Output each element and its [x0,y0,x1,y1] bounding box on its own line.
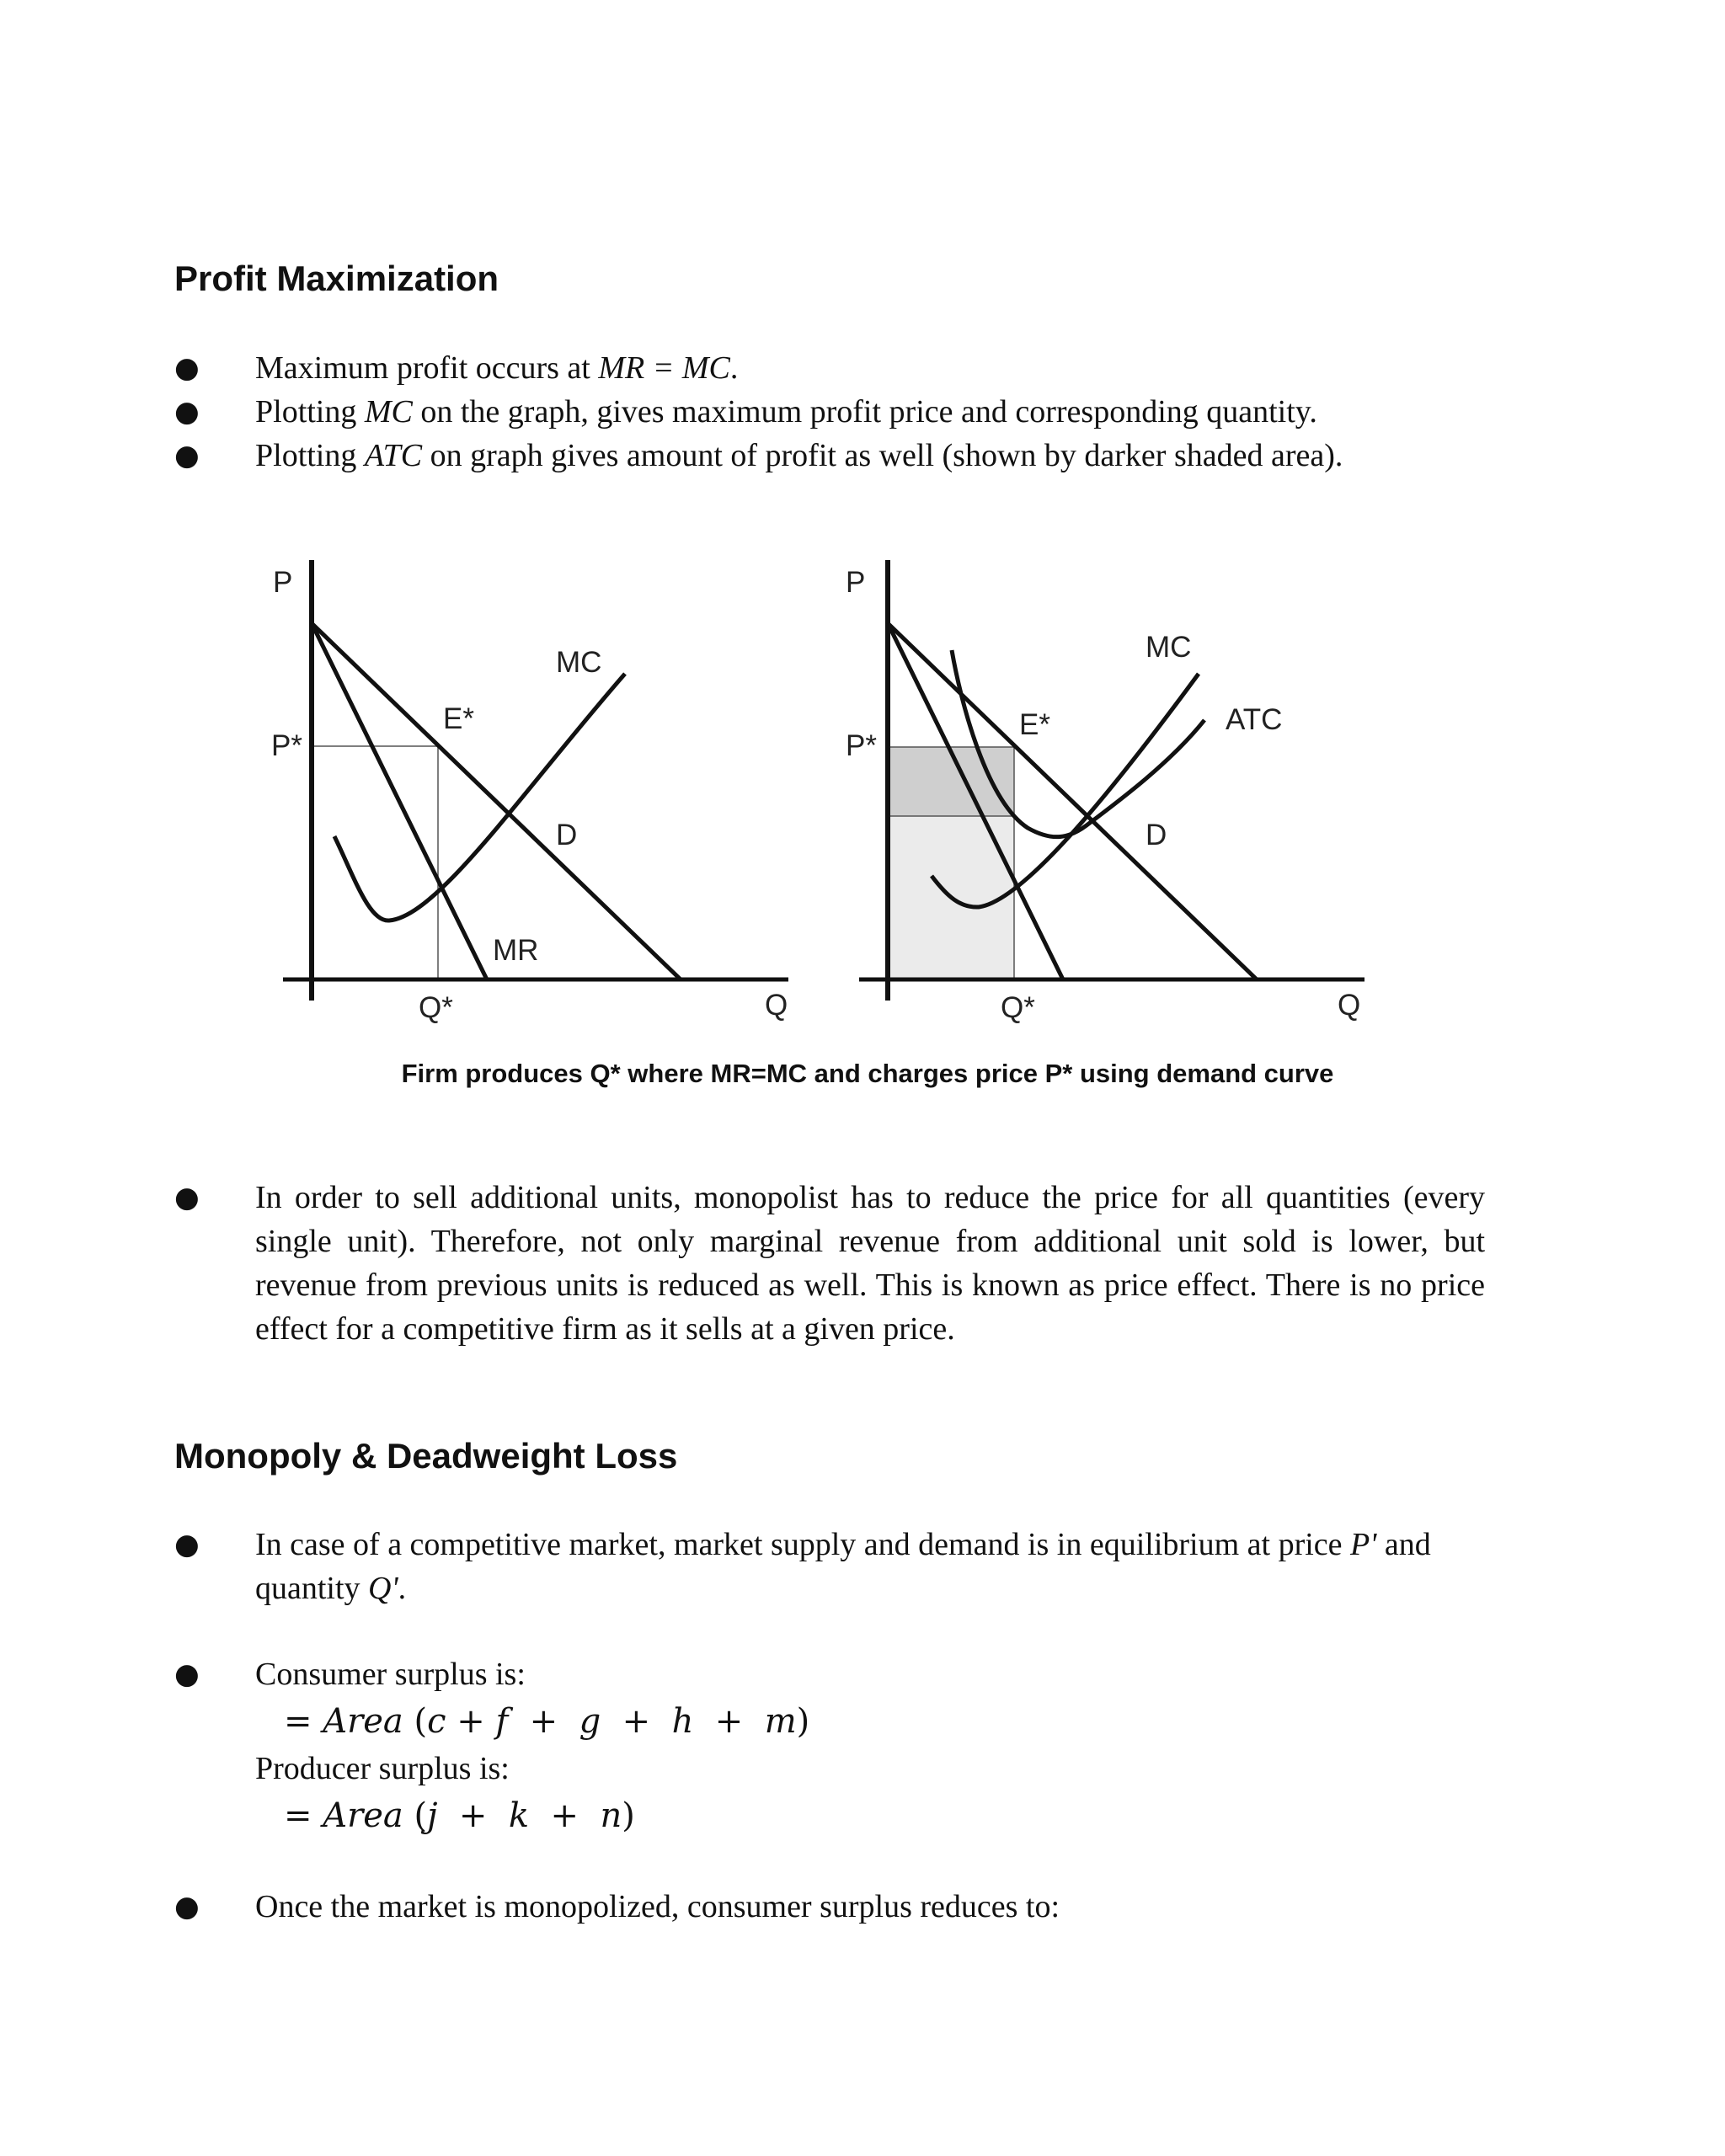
left-y-axis-label: P [273,566,293,599]
monopolized-paragraph: Once the market is monopolized, consumer surplus reduces to: [255,1889,1060,1924]
right-y-axis-label: P [846,566,866,599]
left-mr-label: MR [493,934,539,967]
left-mc-label: MC [556,646,602,679]
left-quantity-label: Q* [419,991,453,1024]
section-title-profit-maximization: Profit Maximization [174,259,499,298]
price-effect-paragraph: In order to sell additional units, monopolist has to reduce the price for all quantities (every single unit). Therefore, not only marginal revenue from additional unit sold is lower, but revenue from previous units is reduced as well. This is known as price effect. There is no price effect for a competitive firm as it sells at a given price. [255,1180,1485,1347]
right-quantity-label: Q* [1001,991,1035,1024]
left-mr-curve [312,623,487,979]
competitive-market-paragraph: In case of a competitive market, market supply and demand is in equilibrium at price P' and quantity Q'. [255,1527,1431,1606]
left-demand-label: D [556,819,578,851]
bullet-item: Plotting MC on the graph, gives maximum profit price and corresponding quantity. [255,394,1317,430]
consumer-surplus-formula: = Area (c + f + g + h + m) [284,1702,810,1741]
section-title-deadweight-loss: Monopoly & Deadweight Loss [174,1436,678,1476]
bullet-marker: ● [174,1657,200,1691]
bullet-marker: ● [174,351,200,385]
left-x-axis-label: Q [765,989,788,1022]
right-graph [846,560,1365,1024]
bullet-marker: ● [174,395,200,429]
right-x-axis-label: Q [1338,989,1361,1022]
monopoly-graphs-figure [0,0,1725,1061]
right-price-label: P* [846,729,877,762]
right-atc-label: ATC [1226,703,1283,736]
figure-caption: Firm produces Q* where MR=MC and charges price P* using demand curve [401,1059,1334,1088]
producer-surplus-formula: = Area (j + k + n) [284,1796,635,1835]
left-guide-area [312,746,438,979]
bullet-item: Plotting ATC on graph gives amount of profit as well (shown by darker shaded area). [255,438,1343,473]
left-graph [271,560,788,1024]
right-equilibrium-label: E* [1019,708,1050,741]
producer-surplus-label: Producer surplus is: [255,1751,510,1786]
profit-area-dark [888,747,1014,816]
bullet-marker: ● [174,1181,200,1214]
bullet-marker: ● [174,439,200,472]
bullet-marker: ● [174,1890,200,1924]
consumer-surplus-label: Consumer surplus is: [255,1657,526,1692]
left-price-label: P* [271,729,302,762]
right-mc-label: MC [1146,631,1192,664]
bullet-item: Maximum profit occurs at MR = MC. [255,350,739,386]
left-equilibrium-label: E* [443,702,474,735]
bullet-marker: ● [174,1528,200,1561]
right-demand-label: D [1146,819,1167,851]
